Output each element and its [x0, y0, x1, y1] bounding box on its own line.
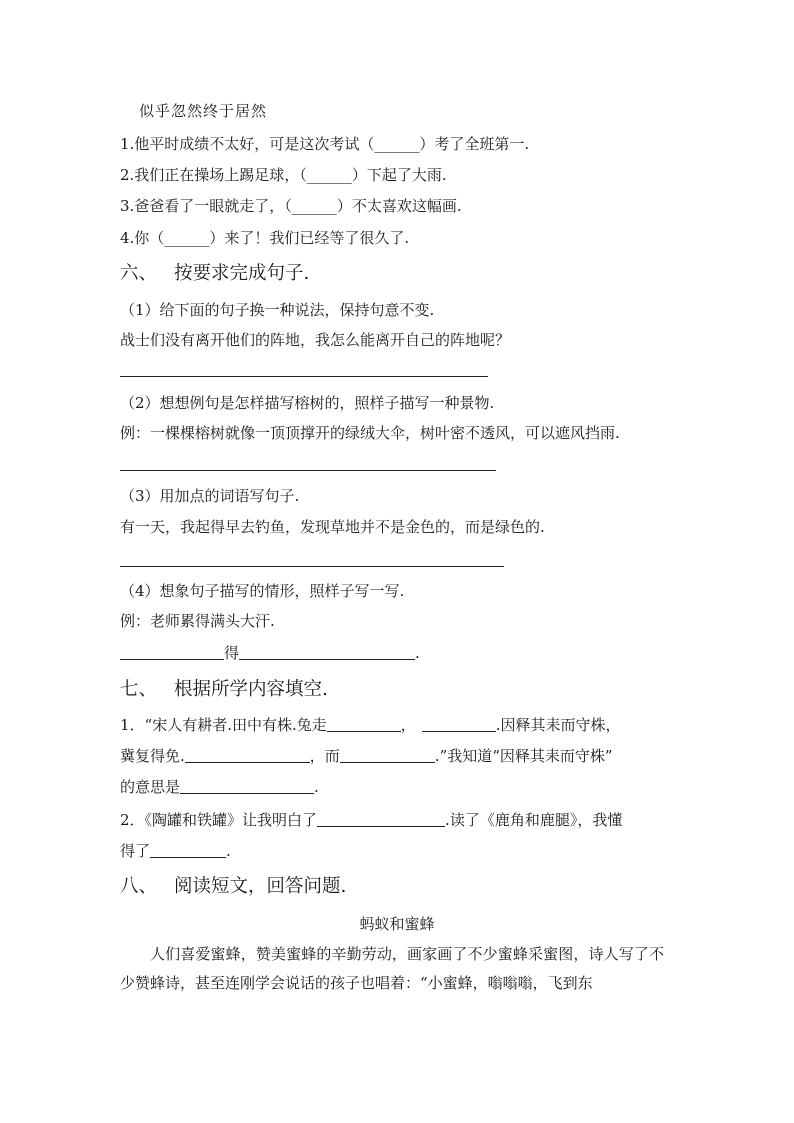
s5-question-1: [120, 134, 529, 154]
s6-part4-answer: [120, 643, 420, 663]
s6-part4-de: 得: [224, 644, 240, 662]
s7-q1-text-b: ，: [400, 716, 416, 734]
s7-q1-line3: [120, 777, 319, 797]
story-title: 蚂蚁和蜜蜂: [359, 915, 435, 933]
s7-q1-text-c: .因释其耒而守株，: [495, 716, 621, 734]
section-8-heading: [120, 875, 346, 899]
s5-q2-before: 2.我们正在操场上踢足球，（: [120, 166, 307, 184]
s5-q4-before: 4.你（: [120, 229, 165, 247]
s7-q1-blank-1[interactable]: [327, 716, 401, 732]
s7-q2-line1: [120, 810, 622, 830]
s5-question-3: [120, 196, 462, 216]
s5-q4-after: ）来了！我们已经等了很久了.: [209, 229, 410, 247]
s7-q2-text-b: .读了《鹿角和鹿腿》，我懂: [445, 811, 623, 829]
s6-part2-answer-line[interactable]: [120, 470, 496, 471]
s5-q1-before: 1.他平时成绩不太好，可是这次考试（: [120, 135, 375, 153]
s6-part1-text: 战士们没有离开他们的阵地，我怎么能离开自己的阵地呢？: [120, 331, 511, 349]
s6-part3-answer-line[interactable]: [120, 566, 504, 567]
s7-q2-line2: [120, 841, 231, 861]
word-list: 似乎忽然终于居然: [139, 102, 268, 120]
s7-q1-blank-4[interactable]: [340, 747, 435, 763]
s7-q2-text-c: 得了: [120, 842, 151, 860]
s5-q2-after: ）下起了大雨.: [351, 166, 447, 184]
section-6-heading: [120, 262, 309, 286]
s5-q2-blank[interactable]: ______: [306, 166, 352, 184]
s7-q1-line2: [120, 746, 613, 766]
s5-question-2: [120, 165, 447, 185]
section-6-number: 六、: [120, 263, 158, 284]
s6-part3-text: 有一天，我起得早去钓鱼，发现草地并不是金色的，而是绿色的.: [120, 518, 545, 536]
s6-part4-title: （4）想象句子描写的情形，照样子写一写.: [120, 582, 405, 600]
s7-q2-blank-2[interactable]: [150, 842, 226, 858]
s6-part4-example: 例：老师累得满头大汗.: [120, 612, 275, 630]
s7-q1-text-g: 的意思是: [120, 778, 181, 796]
s6-part2-title: （2）想想例句是怎样描写榕树的，照样子描写一种景物.: [120, 394, 495, 412]
s7-q1-line1: [120, 715, 621, 735]
s7-q1-blank-3[interactable]: [185, 747, 310, 763]
s7-q2-text-d: .: [226, 842, 231, 860]
section-6-title: 按要求完成句子.: [174, 263, 310, 284]
story-paragraph: 人们喜爱蜜蜂，赞美蜜蜂的辛勤劳动，画家画了不少蜜蜂采蜜图，诗人写了不少赞蜂诗，甚至连刚学会说话的孩子也唱着：“小蜜蜂，嗡嗡嗡，飞到东: [120, 945, 664, 992]
s6-part1-title: （1）给下面的句子换一种说法，保持句意不变.: [120, 301, 435, 319]
s7-q1-blank-2[interactable]: [422, 716, 496, 732]
s6-part2-text: 例：一棵棵榕树就像一顶顶撑开的绿绒大伞，树叶密不透风，可以遮风挡雨.: [120, 424, 620, 442]
s7-q1-text-d: 冀复得免.: [120, 747, 185, 765]
section-8-title: 阅读短文，回答问题.: [174, 876, 347, 897]
s7-q2-text-a: 2．《陶罐和铁罐》让我明白了: [120, 811, 318, 829]
s7-q1-text-a: 1．“宋人有耕者.田中有株.兔走: [120, 716, 327, 734]
section-8-number: 八、: [120, 876, 158, 897]
s5-q3-before: 3.爸爸看了一眼就走了，（: [120, 197, 292, 215]
s6-part4-blank-2[interactable]: [239, 644, 415, 660]
s5-q1-blank[interactable]: ______: [374, 135, 420, 153]
section-7-number: 七、: [120, 679, 158, 700]
s6-part4-blank-1[interactable]: [120, 644, 224, 660]
s5-q4-blank[interactable]: ______: [164, 229, 210, 247]
s5-q1-after: ）考了全班第一.: [419, 135, 530, 153]
s7-q1-text-e: ，而: [309, 747, 340, 765]
s6-part3-title: （3）用加点的词语写句子.: [120, 487, 300, 505]
s5-question-4: [120, 228, 409, 248]
s7-q2-blank-1[interactable]: [317, 811, 445, 827]
section-7-title: 根据所学内容填空.: [174, 679, 328, 700]
s6-part4-end: .: [415, 644, 420, 662]
s5-q3-blank[interactable]: ______: [291, 197, 337, 215]
s6-part1-answer-line[interactable]: [120, 376, 488, 377]
s7-q1-text-f: .”我知道“因释其耒而守株”: [434, 747, 613, 765]
s7-q1-blank-5[interactable]: [180, 778, 314, 794]
s7-q1-text-h: .: [314, 778, 319, 796]
s5-q3-after: ）不太喜欢这幅画.: [336, 197, 462, 215]
section-7-heading: [120, 678, 328, 702]
